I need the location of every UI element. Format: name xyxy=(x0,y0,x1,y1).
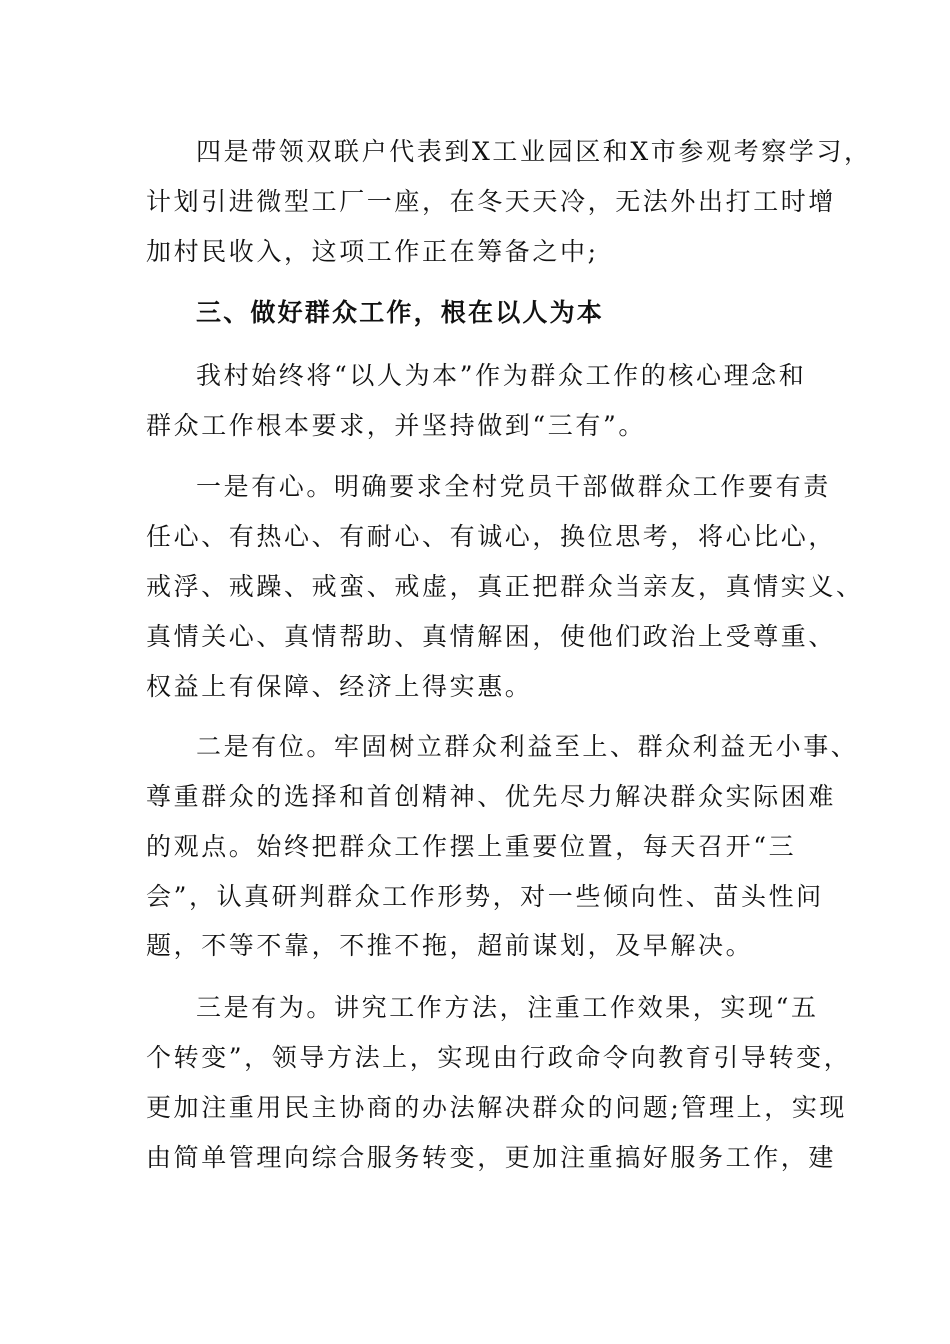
paragraph-line: 题，不等不靠，不推不拖，超前谋划，及早解决。 xyxy=(146,931,754,960)
paragraph-line: 四是带领双联户代表到X工业园区和X市参观考察学习， xyxy=(196,137,872,166)
paragraph-line: 个转变”，领导方法上，实现由行政命令向教育引导转变， xyxy=(146,1043,852,1072)
paragraph-line: 计划引进微型工厂一座，在冬天天冷，无法外出打工时增 xyxy=(146,187,837,216)
paragraph-line: 真情关心、真情帮助、真情解困，使他们政治上受尊重、 xyxy=(146,622,837,651)
paragraph-line: 权益上有保障、经济上得实惠。 xyxy=(146,672,533,701)
paragraph-line: 二是有位。牢固树立群众利益至上、群众利益无小事、 xyxy=(196,732,859,761)
paragraph-line: 由简单管理向综合服务转变，更加注重搞好服务工作，建 xyxy=(146,1143,837,1172)
paragraph-line: 加村民收入，这项工作正在筹备之中; xyxy=(146,237,599,266)
paragraph-line: 尊重群众的选择和首创精神、优先尽力解决群众实际困难 xyxy=(146,782,837,811)
section-heading: 三、做好群众工作，根在以人为本 xyxy=(196,298,605,327)
paragraph-line: 会”，认真研判群众工作形势，对一些倾向性、苗头性问 xyxy=(146,882,824,911)
paragraph-line: 三是有为。讲究工作方法，注重工作效果，实现“五 xyxy=(196,993,819,1022)
paragraph-line: 我村始终将“以人为本”作为群众工作的核心理念和 xyxy=(196,361,807,390)
paragraph-line: 一是有心。明确要求全村党员干部做群众工作要有责 xyxy=(196,472,831,501)
paragraph-line: 任心、有热心、有耐心、有诚心，换位思考，将心比心， xyxy=(146,522,837,551)
paragraph-line: 更加注重用民主协商的办法解决群众的问题;管理上，实现 xyxy=(146,1093,848,1122)
paragraph-line: 群众工作根本要求，并坚持做到“三有”。 xyxy=(146,411,646,440)
paragraph-line: 戒浮、戒躁、戒蛮、戒虚，真正把群众当亲友，真情实义、 xyxy=(146,572,864,601)
paragraph-line: 的观点。始终把群众工作摆上重要位置，每天召开“三 xyxy=(146,832,797,861)
